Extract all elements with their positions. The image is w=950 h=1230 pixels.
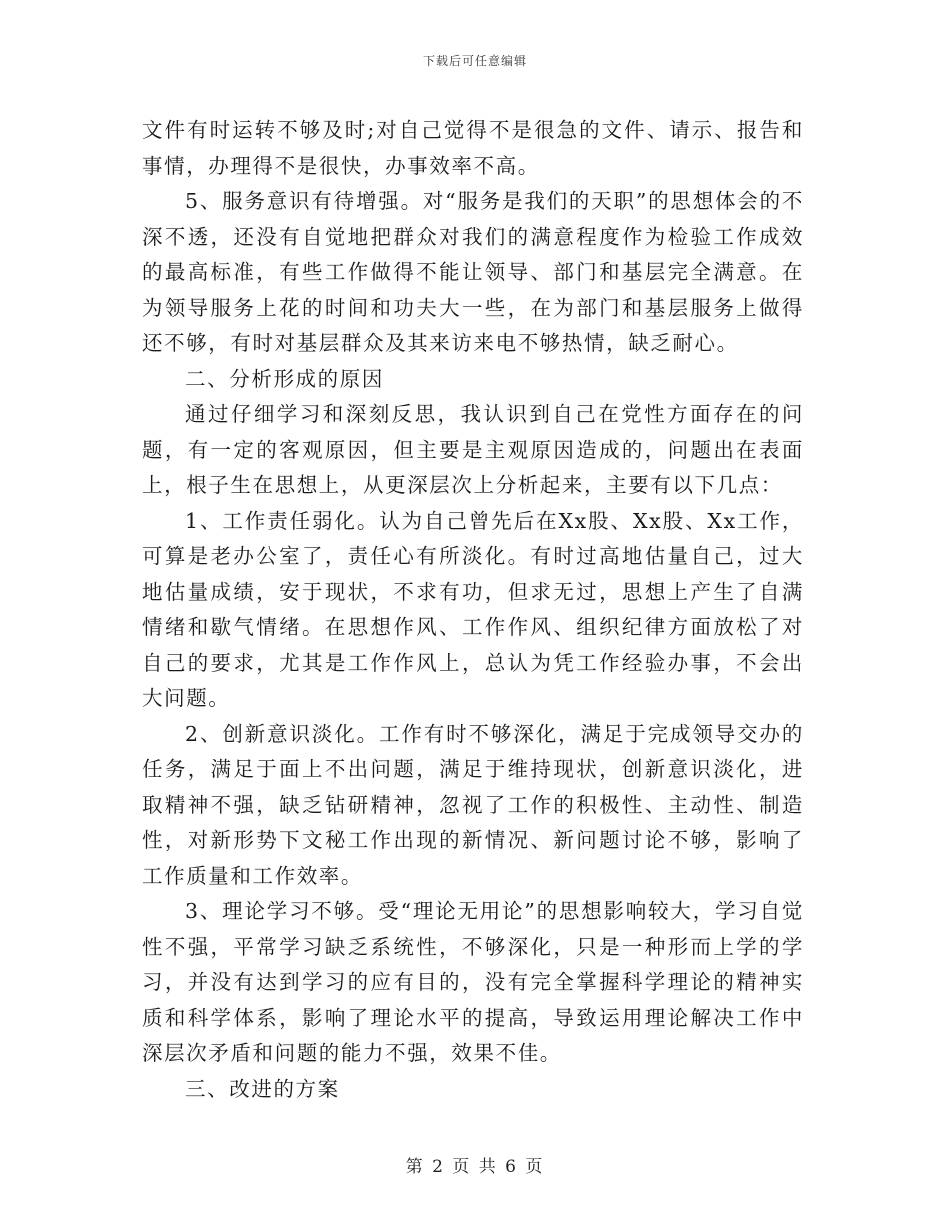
paragraph-analysis-intro: 通过仔细学习和深刻反思，我认识到自己在党性方面存在的问题，有一定的客观原因，但主要是主观原因造成的，问题出在表面上，根子生在思想上，从更深层次上分析起来，主要有以下几点：: [142, 402, 804, 497]
paragraph-reason-3: 3、理论学习不够。受“理论无用论”的思想影响较大，学习自觉性不强，平常学习缺乏系统性，不够深化，只是一种形而上学的学习，并没有达到学习的应有目的，没有完全掌握科学理论的精神实质和科学体系，影响了理论水平的提高，导致运用理论解决工作中深层次矛盾和问题的能力不强，效果不佳。: [142, 899, 804, 1065]
paragraph-item-5: 5、服务意识有待增强。对“服务是我们的天职”的思想体会的不深不透，还没有自觉地把群众对我们的满意程度作为检验工作成效的最高标准，有些工作做得不能让领导、部门和基层完全满意。在为领导服务上花的时间和功夫大一些，在为部门和基层服务上做得还不够，有时对基层群众及其来访来电不够热情，缺乏耐心。: [142, 189, 804, 355]
section-heading-2: 二、分析形成的原因: [185, 366, 384, 391]
section-heading-3: 三、改进的方案: [185, 1076, 340, 1101]
paragraph-continuation: 文件有时运转不够及时;对自己觉得不是很急的文件、请示、报告和事情，办理得不是很快，办事效率不高。: [142, 118, 804, 178]
page-footer: 第 2 页 共 6 页: [405, 1157, 545, 1177]
document-body: [142, 113, 804, 1107]
page-header: 下载后可任意编辑: [422, 54, 527, 68]
paragraph-reason-1: 1、工作责任弱化。认为自己曾先后在Xx股、Xx股、Xx工作，可算是老办公室了，责任心有所淡化。有时过高地估量自己，过大地估量成绩，安于现状，不求有功，但求无过，思想上产生了自满情绪和歇气情绪。在思想作风、工作作风、组织纪律方面放松了对自己的要求，尤其是工作作风上，总认为凭工作经验办事，不会出大问题。: [142, 508, 804, 710]
paragraph-reason-2: 2、创新意识淡化。工作有时不够深化，满足于完成领导交办的任务，满足于面上不出问题，满足于维持现状，创新意识淡化，进取精神不强，缺乏钻研精神，忽视了工作的积极性、主动性、制造性，对新形势下文秘工作出现的新情况、新问题讨论不够，影响了工作质量和工作效率。: [142, 721, 804, 888]
